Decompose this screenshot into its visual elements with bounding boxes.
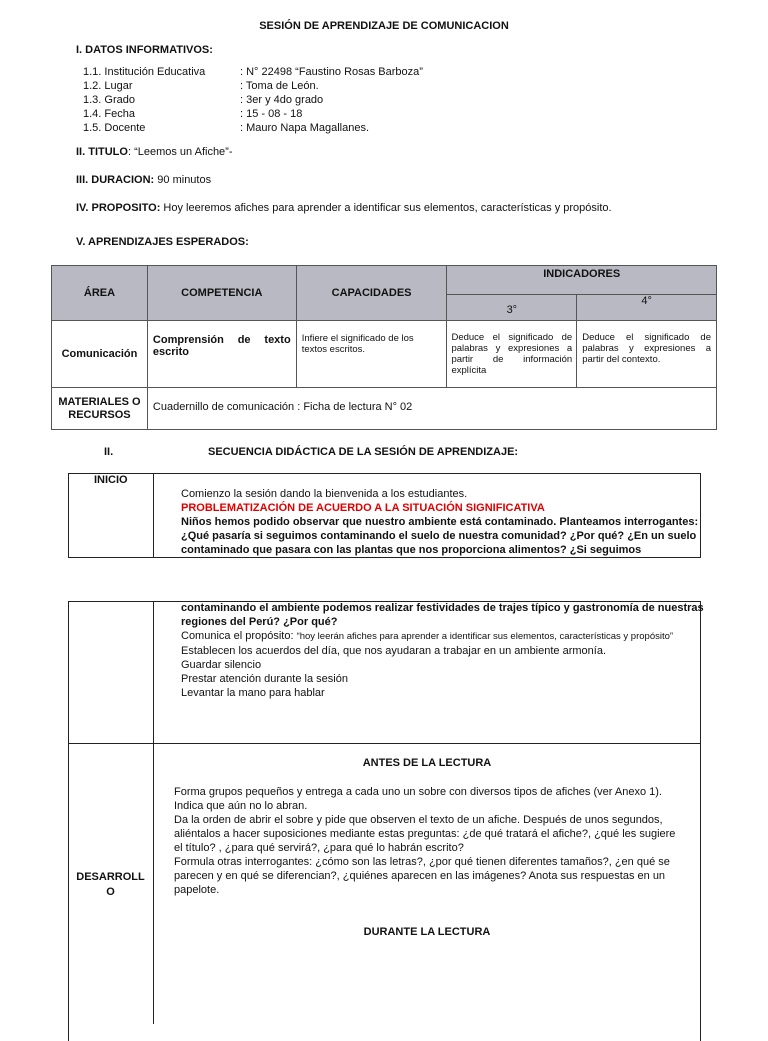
sequence-divider xyxy=(153,601,154,1024)
inicio-line: Comienzo la sesión dando la bienvenida a los estudiantes. xyxy=(181,488,468,500)
indicador-line: explícita xyxy=(451,365,487,376)
info-row xyxy=(83,66,643,80)
inicio-content xyxy=(181,487,699,557)
info-row xyxy=(83,108,643,122)
acuerdo-item: Prestar atención durante la sesión xyxy=(181,673,348,685)
header-area: ÁREA xyxy=(52,266,148,321)
info-key: 1.3. Grado xyxy=(83,94,135,106)
indicador-3-cell xyxy=(447,321,577,388)
aprendizajes-heading: V. APRENDIZAJES ESPERADOS: xyxy=(76,236,249,248)
inicio-line: regiones del Perú? ¿Por qué? xyxy=(181,616,338,628)
duracion-line xyxy=(76,174,211,186)
secuencia-number: II. xyxy=(104,446,114,458)
duracion-label: III. DURACION: xyxy=(76,174,155,186)
inicio-line: ¿Qué pasaría si seguimos contaminando el suelo de nuestra comunidad? ¿Por qué? ¿En un suelo xyxy=(181,530,697,542)
info-key: 1.5. Docente xyxy=(83,122,146,134)
desarrollo-paragraph: Forma grupos pequeños y entrega a cada uno un sobre con diversos tipos de afiches (ver Anexo 1). Indica que aún no lo abran. xyxy=(174,786,662,812)
info-value: : 3er y 4do grado xyxy=(240,94,324,106)
indicador-line: Deduce el significado de xyxy=(451,332,573,343)
titulo-line xyxy=(76,146,233,158)
info-value: : 15 - 08 - 18 xyxy=(240,108,303,120)
document-title: SESIÓN DE APRENDIZAJE DE COMUNICACION xyxy=(259,20,509,32)
aprendizajes-table xyxy=(51,265,717,430)
materiales-label-cell xyxy=(52,388,148,430)
indicador-4-cell xyxy=(577,321,717,388)
info-row xyxy=(83,80,643,94)
competencia-cell xyxy=(147,321,296,388)
inicio-label: INICIO xyxy=(94,474,128,486)
titulo-value: : “Leemos un Afiche”- xyxy=(127,146,233,158)
indicador-line: palabras y expresiones a xyxy=(451,343,573,354)
info-key: 1.2. Lugar xyxy=(83,80,133,92)
info-row xyxy=(83,122,643,136)
proposito-line xyxy=(76,202,612,214)
acuerdos-line: Establecen los acuerdos del día, que nos ayudaran a trabajar en un ambiente armonía. xyxy=(181,645,606,657)
durante-heading: DURANTE LA LECTURA xyxy=(363,926,491,938)
header-grado-3: 3° xyxy=(447,295,577,321)
desarrollo-label xyxy=(68,870,153,900)
proposito-value: Hoy leeremos afiches para aprender a identificar sus elementos, características y propósito. xyxy=(160,202,612,214)
antes-heading: ANTES DE LA LECTURA xyxy=(362,757,492,769)
secuencia-heading: SECUENCIA DIDÁCTICA DE LA SESIÓN DE APRENDIZAJE: xyxy=(208,446,519,458)
competencia-line: Comprensión de texto xyxy=(152,334,291,346)
titulo-label: II. TITULO xyxy=(76,146,128,158)
info-key: 1.1. Institución Educativa xyxy=(83,66,206,78)
desarrollo-paragraph: Da la orden de abrir el sobre y pide que observen el texto de un afiche. Después de unos segundos, aliéntalos a hacer suposiciones mediante estas preguntas: ¿de qué tratará el afiche?, ¿qué les sugiere el título? , ¿para qué servirá?, ¿para qué lo habrán escrito? xyxy=(174,814,676,854)
proposito-communication xyxy=(181,629,697,644)
indicador-line: palabras y expresiones a xyxy=(582,343,711,354)
acuerdo-item: Guardar silencio xyxy=(181,659,262,671)
proposito-label: IV. PROPOSITO: xyxy=(76,202,161,214)
info-row xyxy=(83,94,643,108)
desarrollo-label-part: O xyxy=(106,886,115,898)
header-capacidades: CAPACIDADES xyxy=(296,266,447,321)
header-competencia: COMPETENCIA xyxy=(147,266,296,321)
indicador-line: Deduce el significado de xyxy=(582,332,711,343)
info-value: : Mauro Napa Magallanes. xyxy=(240,122,370,134)
materiales-label: RECURSOS xyxy=(68,408,131,421)
datos-heading: I. DATOS INFORMATIVOS: xyxy=(76,44,213,56)
row-separator xyxy=(68,743,701,744)
desarrollo-paragraph: Formula otras interrogantes: ¿cómo son las letras?, ¿por qué tienen diferentes tamaños?, ¿en qué se parecen y en qué se diferencian?, ¿quiénes aparecen en las imágenes? Anota sus respuestas en un papelote. xyxy=(174,856,670,896)
header-indicadores: INDICADORES xyxy=(447,266,717,295)
inicio-continued xyxy=(181,601,704,700)
acuerdo-item: Levantar la mano para hablar xyxy=(181,687,325,699)
info-key: 1.4. Fecha xyxy=(83,108,135,120)
area-cell: Comunicación xyxy=(52,321,148,388)
materiales-value: Cuadernillo de comunicación : Ficha de lectura N° 02 xyxy=(147,388,716,430)
proposito-comm-label: Comunica el propósito: xyxy=(181,630,297,642)
capacidad-cell: Infiere el significado de los textos escritos. xyxy=(296,321,447,388)
info-value: : N° 22498 “Faustino Rosas Barboza” xyxy=(240,66,423,78)
indicador-line: partir del contexto. xyxy=(582,354,661,365)
inicio-line: Niños hemos podido observar que nuestro ambiente está contaminado. Planteamos interrogantes: xyxy=(181,516,699,528)
inicio-line: contaminado que pasara con las plantas que nos proporciona alimentos? ¿Si seguimos xyxy=(181,544,642,556)
header-grado-4: 4° xyxy=(577,295,717,321)
duracion-value: 90 minutos xyxy=(154,174,212,186)
materiales-label: MATERIALES O xyxy=(58,395,141,408)
inicio-divider xyxy=(153,473,154,558)
indicador-line: partir de información xyxy=(451,354,573,365)
info-value: : Toma de León. xyxy=(240,80,319,92)
competencia-line: escrito xyxy=(152,346,189,358)
inicio-line: contaminando el ambiente podemos realizar festividades de trajes típico y gastronomía de nuestras xyxy=(181,602,704,614)
proposito-comm-quote: “hoy leerán afiches para aprender a identificar sus elementos, características y propósito” xyxy=(296,631,674,642)
problematizacion-heading: PROBLEMATIZACIÓN DE ACUERDO A LA SITUACIÓN SIGNIFICATIVA xyxy=(181,502,545,514)
desarrollo-label-part: DESARROLL xyxy=(76,871,145,883)
desarrollo-content xyxy=(174,785,686,897)
